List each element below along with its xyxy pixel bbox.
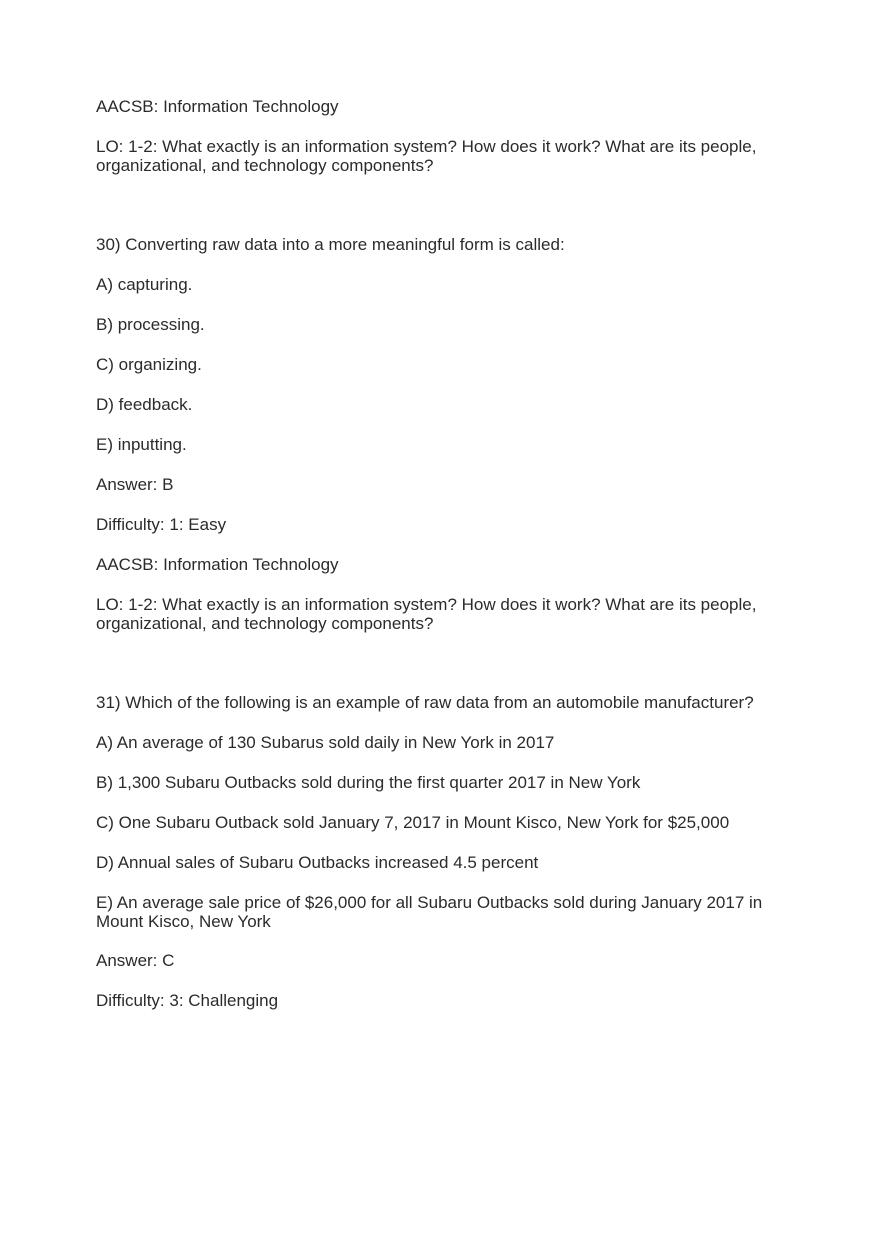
question-text: 31) Which of the following is an example of raw data from an automobile manufacturer?: [96, 693, 754, 712]
answer: Answer: B: [96, 475, 174, 494]
aacsb-tag: AACSB: Information Technology: [96, 97, 339, 116]
difficulty: Difficulty: 1: Easy: [96, 515, 227, 534]
section-gap: [96, 195, 796, 235]
option-a: A) An average of 130 Subarus sold daily in New York in 2017: [96, 733, 555, 752]
option-d: D) feedback.: [96, 395, 193, 414]
question-text: 30) Converting raw data into a more meaningful form is called:: [96, 235, 565, 254]
option-d: D) Annual sales of Subaru Outbacks increased 4.5 percent: [96, 853, 539, 872]
learning-objective: LO: 1-2: What exactly is an information system? How does it work? What are its people, organizational, and technology components?: [96, 595, 757, 633]
answer: Answer: C: [96, 951, 175, 970]
aacsb-tag: AACSB: Information Technology: [96, 555, 339, 574]
option-b: B) 1,300 Subaru Outbacks sold during the first quarter 2017 in New York: [96, 773, 641, 792]
option-c: C) organizing.: [96, 355, 202, 374]
option-e: E) An average sale price of $26,000 for all Subaru Outbacks sold during January 2017 in Mount Kisco, New York: [96, 893, 763, 931]
difficulty: Difficulty: 3: Challenging: [96, 991, 279, 1010]
option-c: C) One Subaru Outback sold January 7, 2017 in Mount Kisco, New York for $25,000: [96, 813, 730, 832]
question-30: [96, 235, 796, 633]
document-body: [96, 97, 796, 1031]
learning-objective: LO: 1-2: What exactly is an information system? How does it work? What are its people, organizational, and technology components?: [96, 137, 757, 175]
section-gap: [96, 653, 796, 693]
question-31: [96, 693, 796, 1011]
option-b: B) processing.: [96, 315, 205, 334]
option-e: E) inputting.: [96, 435, 187, 454]
option-a: A) capturing.: [96, 275, 193, 294]
